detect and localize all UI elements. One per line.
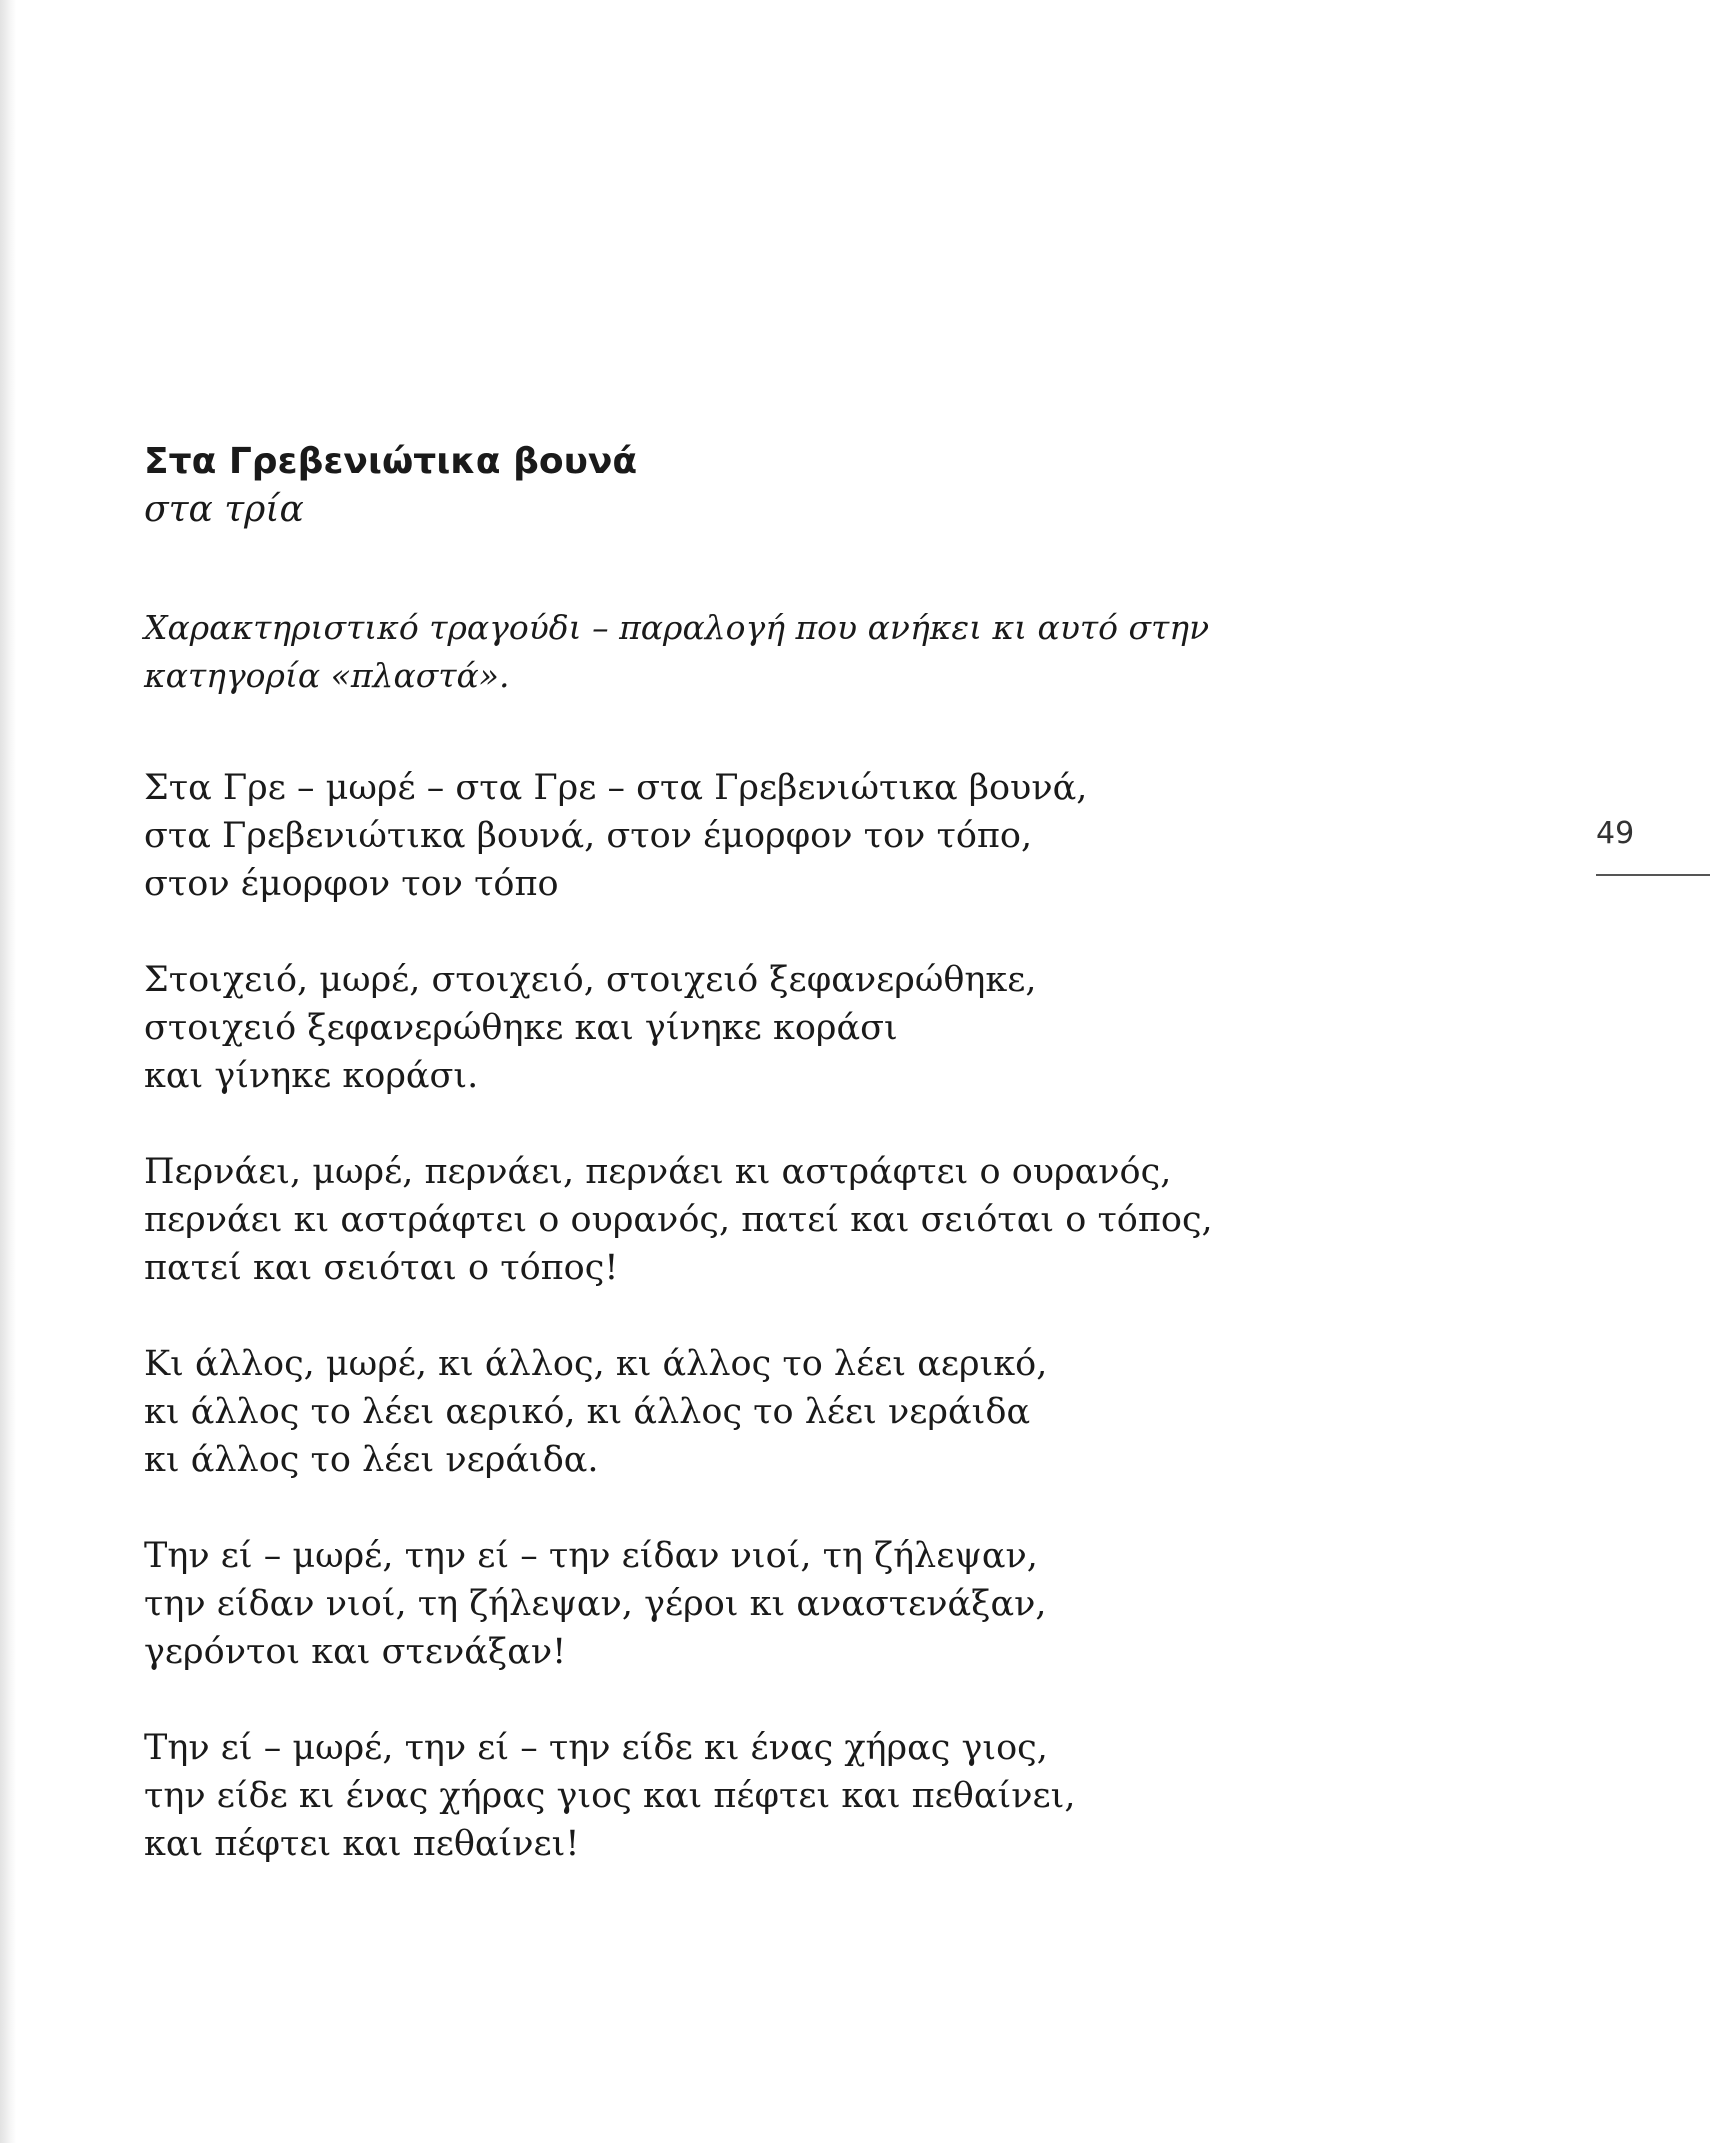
song-stanzas (144, 764, 1504, 1868)
verse-line: Κι άλλος, μωρέ, κι άλλος, κι άλλος το λέει αερικό, (144, 1344, 1048, 1384)
stanza-3 (144, 1148, 1504, 1292)
intro-line: Χαρακτηριστικό τραγούδι – παραλογή που ανήκει κι αυτό στην (144, 608, 1210, 647)
page-number-rule (1596, 874, 1710, 876)
verse-line: Την εί – μωρέ, την εί – την είδε κι ένας χήρας γιος, (144, 1728, 1048, 1768)
verse-line: την είδε κι ένας χήρας γιος και πέφτει και πεθαίνει, (144, 1776, 1076, 1816)
verse-line: Στα Γρε – μωρέ – στα Γρε – στα Γρεβενιώτικα βουνά, (144, 768, 1088, 808)
intro-line: κατηγορία «πλαστά». (144, 656, 510, 695)
verse-line: και πέφτει και πεθαίνει! (144, 1824, 580, 1864)
song-title: Στα Γρεβενιώτικα βουνά (144, 441, 638, 482)
song-intro (144, 604, 1504, 700)
verse-line: την είδαν νιοί, τη ζήλεψαν, γέροι κι αναστενάξαν, (144, 1584, 1047, 1624)
verse-line: κι άλλος το λέει αερικό, κι άλλος το λέει νεράιδα (144, 1392, 1031, 1432)
stanza-4 (144, 1340, 1504, 1484)
verse-line: στα Γρεβενιώτικα βουνά, στον έμορφον τον τόπο, (144, 816, 1033, 856)
verse-line: γερόντοι και στενάξαν! (144, 1632, 567, 1672)
verse-line: πατεί και σειόται ο τόπος! (144, 1248, 619, 1288)
page-number: 49 (1596, 816, 1635, 851)
verse-line: περνάει κι αστράφτει ο ουρανός, πατεί και σειόται ο τόπος, (144, 1200, 1213, 1240)
stanza-5 (144, 1532, 1504, 1676)
verse-line: Στοιχειό, μωρέ, στοιχειό, στοιχειό ξεφανερώθηκε, (144, 960, 1037, 1000)
page-edge-shadow (0, 0, 16, 2143)
verse-line: στον έμορφον τον τόπο (144, 864, 559, 904)
song-subtitle: στα τρία (144, 489, 304, 530)
verse-line: Την εί – μωρέ, την εί – την είδαν νιοί, τη ζήλεψαν, (144, 1536, 1038, 1576)
stanza-2 (144, 956, 1504, 1100)
stanza-6 (144, 1724, 1504, 1868)
verse-line: Περνάει, μωρέ, περνάει, περνάει κι αστράφτει ο ουρανός, (144, 1152, 1172, 1192)
verse-line: κι άλλος το λέει νεράιδα. (144, 1440, 599, 1480)
verse-line: στοιχειό ξεφανερώθηκε και γίνηκε κοράσι (144, 1008, 898, 1048)
verse-line: και γίνηκε κοράσι. (144, 1056, 479, 1096)
stanza-1 (144, 764, 1504, 908)
song-content (144, 438, 1504, 1916)
